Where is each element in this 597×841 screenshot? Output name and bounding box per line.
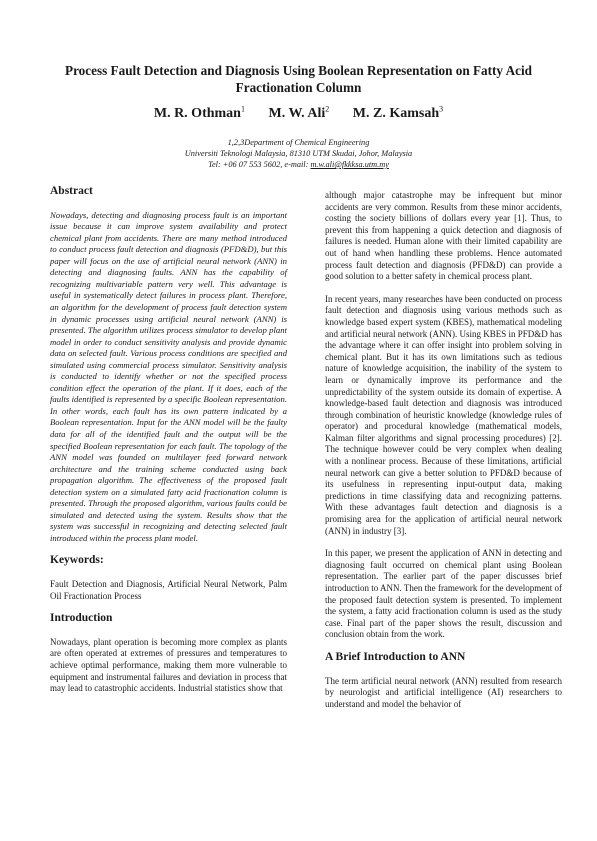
left-column: [50, 186, 287, 695]
introduction-heading: Introduction: [50, 612, 113, 625]
author-3: M. Z. Kamsah$^3$: [352, 104, 444, 121]
author-2: M. W. Ali$^2$: [268, 104, 330, 121]
email-link[interactable]: m.w.ali@fkkksa.utm.my: [310, 160, 389, 169]
right-paragraph-4: The term artificial neural network (ANN) resulted from research by neurologist and artificial intelligence (AI) researchers to understand and model the behavior of: [325, 675, 562, 709]
keywords-text: Fault Detection and Diagnosis, Artificial Neural Network, Palm Oil Fractionation Process: [50, 579, 287, 601]
keywords-heading: Keywords:: [50, 554, 104, 567]
right-paragraph-3: In this paper, we present the application of ANN in detecting and diagnosing fault occurred on chemical plant using Boolean representation. The earlier part of the paper discusses brief introduction to ANN. Then the framework for the development of the proposed fault detection system is presented. To implement the system, a fatty acid fractionation column is used as the study case. Final part of the paper shows the result, discussion and conclusion obtain from the work.: [325, 548, 562, 640]
abstract-text: Nowadays, detecting and diagnosing process fault is an important issue because it can improve system availability and protect chemical plant from accidents. There are many method introduced to conduct process fault detection and diagnosis (PFD&D), but this paper will focus on the use of artificial neural network (ANN) in detecting and diagnosing faults. ANN has the capability of recognizing multivariable pattern very well. This advantage is useful in systematically detect failures in process plant. Therefore, an algorithm for the development of process fault detection system in dynamic processes using artificial neural network (ANN) is presented. The algorithm utilizes process simulator to develop plant model in order to conduct sensitivity analysis and provide dynamic data on selected fault. Various process conditions are specified and simulated using commercial process simulator. Sensitivity analysis is conducted to identify whether or not the specified process condition effect the operation of the plant. If it does, each of the faults identified is represented by a specific Boolean representation. In other words, each fault has its own pattern indicated by a Boolean representation. Input for the ANN model will be the faulty data for all of the identified fault and the output will be the specified Boolean representation for each fault. The topology of the ANN model was founded on multilayer feed forward network architecture and the training scheme conducted using back propagation algorithm. The effectiveness of the proposed fault detection system on a simulated fatty acid fractionation column is presented. Through the proposed algorithm, various faults could be simulated and detected using the system. Results show that the system was successful in recognizing and detecting selected fault introduced within the process plant model.: [50, 209, 287, 543]
right-column: [325, 190, 562, 710]
author-list: [40, 104, 557, 122]
ann-intro-heading: A Brief Introduction to ANN: [325, 650, 466, 663]
author-1: M. R. Othman$^1$: [153, 104, 245, 121]
right-paragraph-2: In recent years, many researches have been conducted on process fault detection and diagnosis using various methods such as knowledge based expert system (KBES), mathematical modeling and artificial neural network (ANN). Using KBES in PFD&D has the advantage where it can offer insight into problem solving in chemical plant. But it has its own limitations such as tedious nature of knowledge acquisition, the inability of the system to learn or dynamically improve its performance and the unpredictability of the system outside its domain of expertise. A knowledge-based fault detection and diagnosis was introduced through combination of heuristic knowledge (knowledge rules of operator) and procedural knowledge (mathematical models, Kalman filter algorithms and signal processing procedures) [2]. The technique however could be very complex when dealing with a nonlinear process. Because of these limitations, artificial neural network can give a better solution to PFD&D because of its usefulness in representing input-output data, making predictions in time classifying data and recognizing patterns. With these advantages fault detection and diagnosis is a promising area for the application of artificial neural network (ANN) in industry [3].: [325, 293, 562, 536]
affiliation-contact: Tel: +06 07 553 5602, e-mail: m.w.ali@fkkksa.utm.my: [208, 160, 389, 169]
abstract-heading: Abstract: [50, 185, 93, 197]
affiliation-univ: Universiti Teknologi Malaysia, 81310 UTM Skudai, Johor, Malaysia: [184, 149, 413, 158]
right-paragraph-1: although major catastrophe may be infrequent but minor accidents are very common. Results from these minor accidents, costing the society billions of dollars every year [1]. Thus, to prevent this from happening a quick detection and diagnosis of failures is needed. Human alone with their limited capability are out of hand when handling these problems. Hence automated process fault detection and diagnosis (PFD&D) can provide a good solution to a better safety in chemical process plant.: [325, 190, 562, 282]
introduction-text: Nowadays, plant operation is becoming more complex as plants are often operated at extremes of pressures and temperatures to achieve optimal performance, making them more vulnerable to equipment and instrumental failures and deviation in process that may lead to catastrophic accidents. Industrial statistics show that: [50, 636, 287, 694]
paper-title: Process Fault Detection and Diagnosis Using Boolean Representation on Fatty Acid Fractionation Column: [65, 63, 532, 95]
affiliation-dept: 1,2,3Department of Chemical Engineering: [227, 138, 370, 147]
affiliation: [120, 137, 477, 170]
